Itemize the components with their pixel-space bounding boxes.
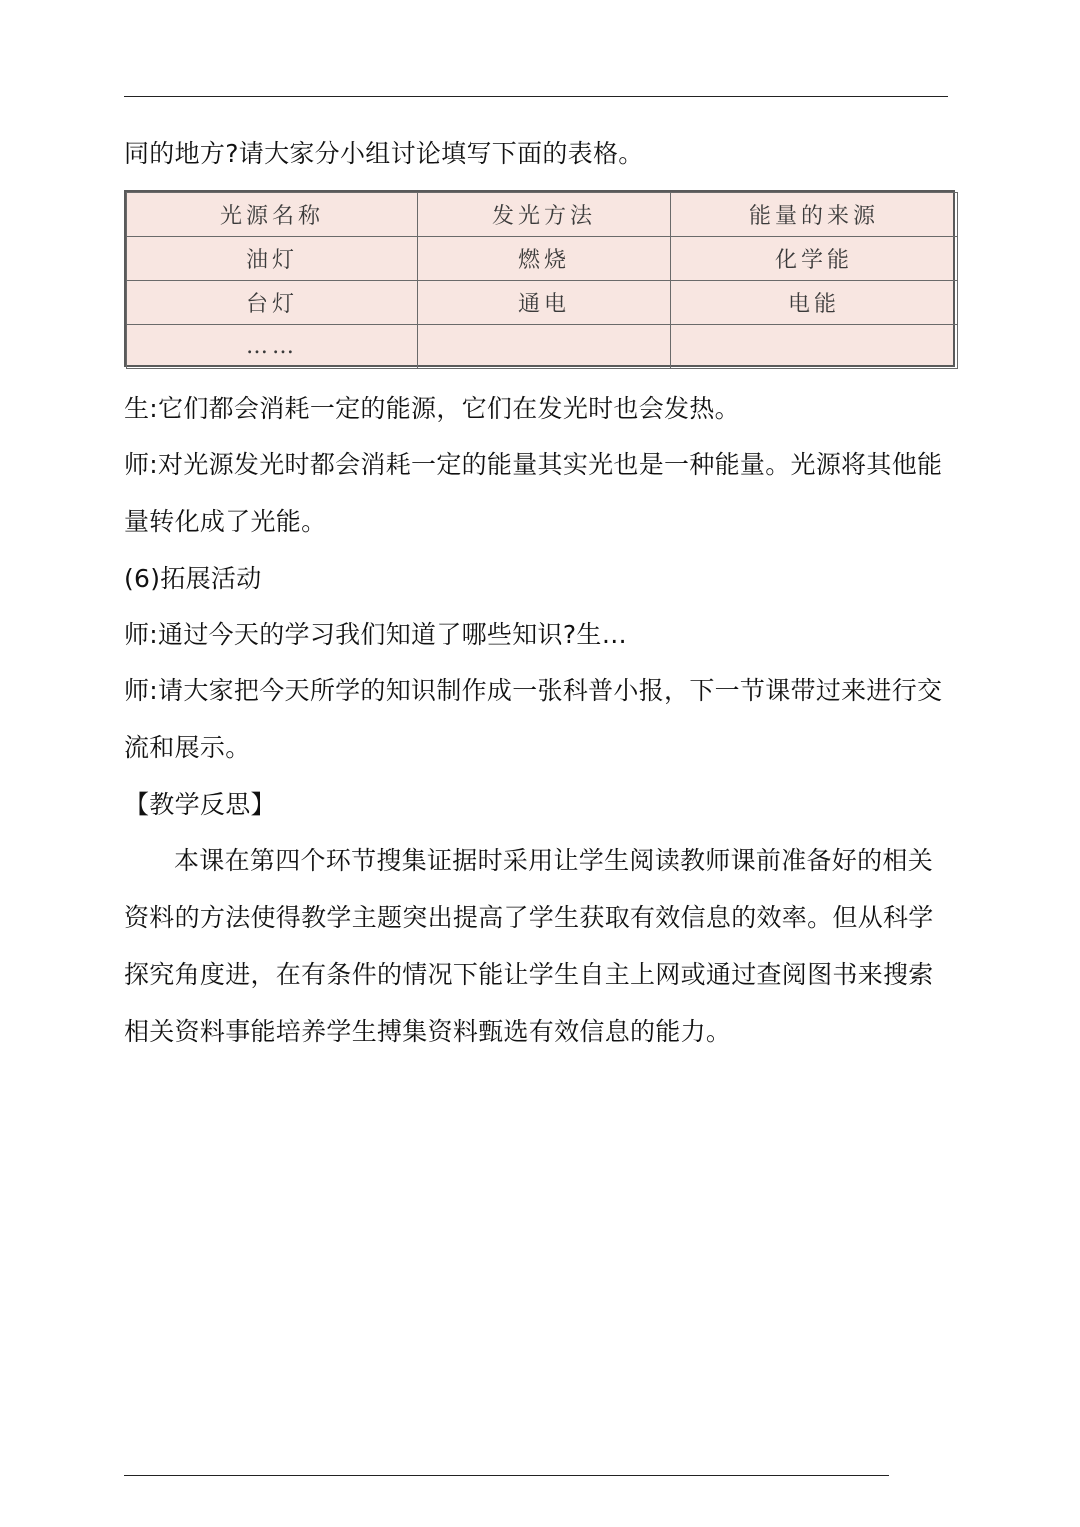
- intro-text: 同的地方?请大家分小组讨论填写下面的表格。: [124, 139, 644, 168]
- light-source-table: [124, 190, 955, 367]
- table-cell: 油灯: [127, 237, 418, 281]
- table-cell: 化学能: [671, 237, 958, 281]
- table-cell: 燃烧: [418, 237, 671, 281]
- table-cell: ……: [127, 325, 418, 369]
- table-cell: 台灯: [127, 281, 418, 325]
- table-header-cell: 光源名称: [127, 193, 418, 237]
- section-heading-extension: (6)拓展活动: [124, 564, 262, 593]
- reflection-paragraph: 本课在第四个环节搜集证据时采用让学生阅读教师课前准备好的相关资料的方法使得教学主题突出提高了学生获取有效信息的效率。但从科学探究角度进，在有条件的情况下能让学生自主上网或通过查阅图书来搜索相关资料事能培养学生搏集资料甄选有效信息的能力。: [124, 846, 934, 1046]
- teacher-explanation: 师:对光源发光时都会消耗一定的能量其实光也是一种能量。光源将其他能量转化成了光能。: [124, 450, 943, 536]
- table-row: [127, 281, 958, 325]
- teacher-question: 师:通过今天的学习我们知道了哪些知识?生…: [124, 620, 627, 649]
- table-cell: [671, 325, 958, 369]
- table-row: [127, 325, 958, 369]
- footer-rule: [124, 1475, 889, 1476]
- table-cell: 电能: [671, 281, 958, 325]
- student-answer: 生:它们都会消耗一定的能源，它们在发光时也会发热。: [124, 394, 740, 423]
- teacher-assignment: 师:请大家把今天所学的知识制作成一张科普小报，下一节课带过来进行交流和展示。: [124, 676, 943, 762]
- table-row: [127, 237, 958, 281]
- table-cell: [418, 325, 671, 369]
- table-header-cell: 发光方法: [418, 193, 671, 237]
- section-heading-reflection: 【教学反思】: [124, 790, 276, 819]
- table-header-row: [127, 193, 958, 237]
- table-header-cell: 能量的来源: [671, 193, 958, 237]
- table-cell: 通电: [418, 281, 671, 325]
- header-rule: [124, 96, 948, 97]
